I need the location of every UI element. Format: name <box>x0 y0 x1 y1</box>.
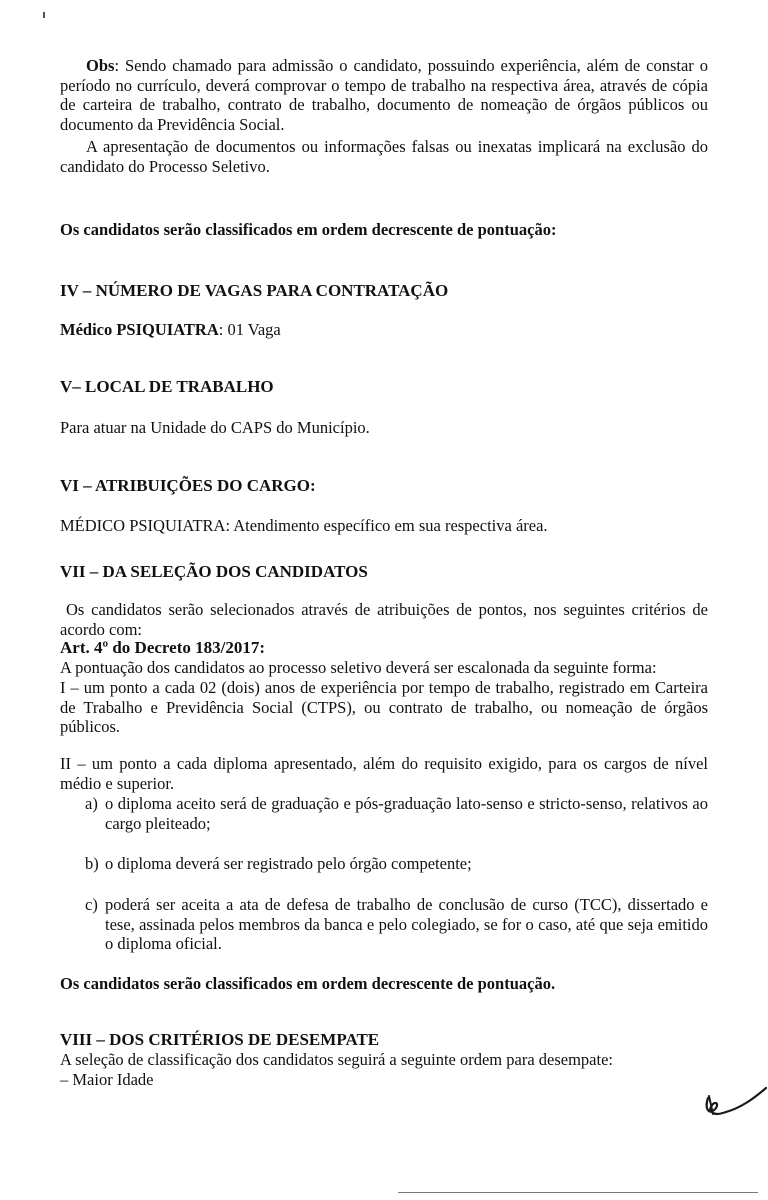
false-documents-paragraph: A apresentação de documentos ou informações falsas ou inexatas implicará na exclusão do candidato do Processo Seletivo. <box>60 137 708 176</box>
tiebreak-item: – Maior Idade <box>60 1070 154 1089</box>
attributions-text: MÉDICO PSIQUIATRA: Atendimento específico em sua respectiva área. <box>60 516 548 535</box>
sub-item-text: o diploma deverá ser registrado pelo órgão competente; <box>105 854 472 873</box>
sub-item-text: o diploma aceito será de graduação e pós-graduação lato-senso e stricto-senso, relativos ao cargo pleiteado; <box>105 794 708 833</box>
footer-rule <box>398 1192 758 1194</box>
ranking-note-1: Os candidatos serão classificados em ordem decrescente de pontuação: <box>60 220 557 239</box>
scan-mark <box>43 12 45 18</box>
obs-text: : Sendo chamado para admissão o candidato, possuindo experiência, além de constar o período no currículo, deverá comprovar o tempo de trabalho na respectiva área, através de cópia de carteira de trabalho, contrato de trabalho, documento de nomeação de órgãos públicos ou documento da Previdência Social. <box>60 56 708 134</box>
scoring-intro: A pontuação dos candidatos ao processo seletivo deverá ser escalonada da seguinte forma: <box>60 658 657 677</box>
ranking-note-2: Os candidatos serão classificados em ordem decrescente de pontuação. <box>60 974 556 993</box>
obs-label: Obs <box>86 56 115 75</box>
section-v-heading: V– LOCAL DE TRABALHO <box>60 377 274 396</box>
criterion-ii: II – um ponto a cada diploma apresentado, além do requisito exigido, para os cargos de nível médio e superior. <box>60 754 708 793</box>
sub-item-c <box>85 895 708 954</box>
vacancy-label: Médico PSIQUIATRA <box>60 320 219 339</box>
section-iv-heading: IV – NÚMERO DE VAGAS PARA CONTRATAÇÃO <box>60 281 449 300</box>
section-vi-heading: VI – ATRIBUIÇÕES DO CARGO: <box>60 476 316 495</box>
criterion-i: I – um ponto a cada 02 (dois) anos de experiência por tempo de trabalho, registrado em Carteira de Trabalho e Previdência Social (CTPS), ou contrato de trabalho, ou nomeação de órgãos públicos. <box>60 678 708 736</box>
sub-item-a <box>85 794 708 833</box>
obs-paragraph <box>60 56 708 134</box>
vacancy-value: : 01 Vaga <box>218 320 281 339</box>
sub-item-label: a) <box>85 794 98 813</box>
section-viii-heading: VIII – DOS CRITÉRIOS DE DESEMPATE <box>60 1030 380 1049</box>
selection-intro: Os candidatos serão selecionados através de atribuições de pontos, nos seguintes critérios de acordo com: <box>60 600 708 639</box>
sub-item-label: c) <box>85 895 98 914</box>
decree-article: Art. 4º do Decreto 183/2017: <box>60 638 265 657</box>
initials-signature <box>700 1080 768 1124</box>
section-vii-heading: VII – DA SELEÇÃO DOS CANDIDATOS <box>60 562 368 581</box>
vacancy-line <box>60 320 708 340</box>
sub-item-text: poderá ser aceita a ata de defesa de trabalho de conclusão de curso (TCC), dissertado e tese, assinada pelos membros da banca e pelo colegiado, se for o caso, até que seja emitido o diploma oficial. <box>105 895 708 953</box>
tiebreak-intro: A seleção de classificação dos candidatos seguirá a seguinte ordem para desempate: <box>60 1050 613 1069</box>
sub-item-label: b) <box>85 854 99 873</box>
workplace-text: Para atuar na Unidade do CAPS do Município. <box>60 418 370 437</box>
sub-item-b <box>85 854 708 874</box>
